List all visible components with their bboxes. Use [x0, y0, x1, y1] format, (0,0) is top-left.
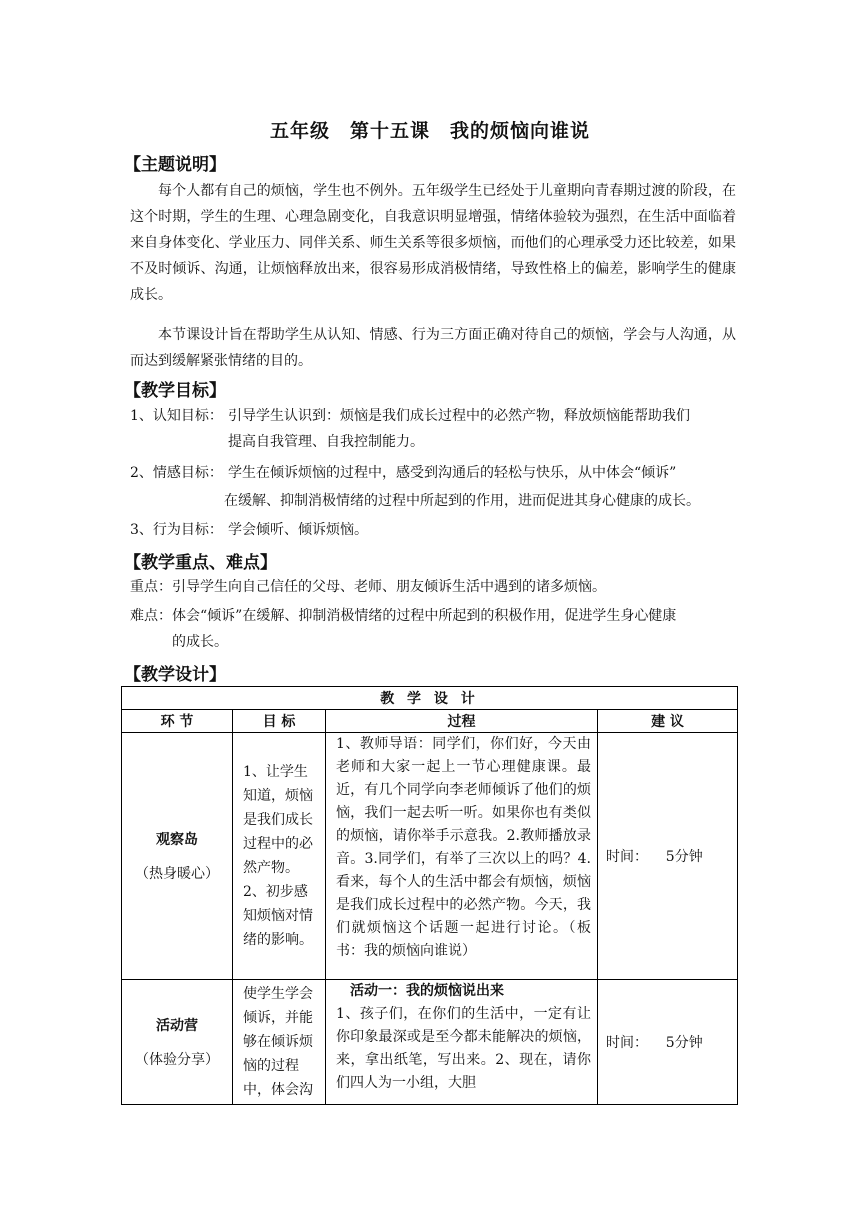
lesson-title: 五年级 第十五课 我的烦恼向谁说: [269, 120, 590, 142]
column-header-process: 过程: [326, 710, 598, 733]
goal-behavioral-text: 学会倾听、倾诉烦恼。: [228, 522, 368, 538]
table-row: [122, 733, 738, 980]
goal-emotional-label: 2、情感目标：: [130, 465, 223, 481]
theme-paragraph-1: 每个人都有自己的烦恼，学生也不例外。五年级学生已经处于儿童期向青春期过渡的阶段，在这个时期，学生的生理、心理急剧变化，自我意识明显增强，情绪体验较为强烈，在生活中面临着来自身体变化、学业压力、同伴关系、师生关系等很多烦恼，而他们的心理承受力还比较差，如果不及时倾诉、沟通，让烦恼释放出来，很容易形成消极情绪，导致性格上的偏差，影响学生的健康成长。: [130, 183, 736, 303]
difficult-point-label: 难点：: [130, 608, 172, 624]
goal-behavioral: [130, 517, 736, 543]
suggestion-cell: 时间： 5分钟: [598, 733, 738, 980]
suggestion-cell: 时间： 5分钟: [598, 980, 738, 1105]
goal-cognitive: [130, 403, 736, 455]
teaching-design-table: [121, 686, 738, 1105]
process-text: 1、教师导语：同学们，你们好，今天由老师和大家一起上一节心理健康课。最近，有几个同学向李老师倾诉了他们的烦恼，我们一起去听一听。如果你也有类似的烦恼，请你举手示意我。2.教师播放录音。3.同学们，有举了三次以上的吗？4.看来，每个人的生活中都会有烦恼，烦恼是我们成长过程中的必然产物。今天，我们就烦恼这个话题一起进行讨论。（板书：我的烦恼向谁说）: [336, 736, 591, 959]
column-header-suggestion: 建 议: [598, 710, 738, 733]
goal-cell: 1、让学生知道，烦恼是我们成长过程中的必然产物。2、初步感知烦恼对情绪的影响。: [233, 733, 326, 980]
key-points-heading: 【教学重点、难点】: [124, 553, 277, 573]
key-point: [130, 574, 736, 600]
goal-emotional: [130, 460, 736, 512]
goal-emotional-text-cont: 在缓解、抑制消极情绪的过程中所起到的作用，进而促进其身心健康的成长。: [224, 493, 700, 509]
table-row: [122, 980, 738, 1105]
stage-subtitle: （体验分享）: [135, 1052, 219, 1068]
goals-heading: 【教学目标】: [124, 381, 226, 401]
stage-cell: [122, 980, 233, 1105]
difficult-point: [130, 603, 736, 655]
stage-subtitle: （热身暖心）: [135, 866, 219, 882]
key-point-label: 重点：: [130, 579, 172, 595]
goal-emotional-text: 学生在倾诉烦恼的过程中，感受到沟通后的轻松与快乐，从中体会“倾诉”: [228, 465, 677, 481]
process-cell: [326, 980, 598, 1105]
goal-cognitive-label: 1、认知目标：: [130, 408, 223, 424]
process-cell: [326, 733, 598, 980]
difficult-point-text: 体会“倾诉”在缓解、抑制消极情绪的过程中所起到的积极作用，促进学生身心健康: [172, 608, 677, 624]
column-header-stage: 环 节: [122, 710, 233, 733]
goal-cognitive-text-cont: 提高自我管理、自我控制能力。: [228, 434, 424, 450]
stage-name: 活动营: [156, 1018, 198, 1034]
goal-cell: 使学生学会倾诉，并能够在倾诉烦恼的过程中，体会沟: [233, 980, 326, 1105]
stage-name: 观察岛: [156, 832, 198, 848]
column-header-goal: 目 标: [233, 710, 326, 733]
theme-heading: 【主题说明】: [124, 155, 226, 175]
activity-title: 活动一：我的烦恼说出来: [350, 983, 504, 999]
design-heading: 【教学设计】: [124, 665, 226, 685]
goal-cognitive-text: 引导学生认识到：烦恼是我们成长过程中的必然产物，释放烦恼能帮助我们: [228, 408, 690, 424]
table-caption: 教 学 设 计: [122, 687, 738, 710]
theme-paragraph-2: 本节课设计旨在帮助学生从认知、情感、行为三方面正确对待自己的烦恼，学会与人沟通，从而达到缓解紧张情绪的目的。: [130, 327, 736, 369]
process-text: 1、孩子们，在你们的生活中，一定有让你印象最深或是至今都未能解决的烦恼，来，拿出纸笔，写出来。2、现在，请你们四人为一小组，大胆: [336, 1006, 591, 1091]
difficult-point-text-cont: 的成长。: [172, 634, 228, 650]
goal-behavioral-label: 3、行为目标：: [130, 522, 223, 538]
key-point-text: 引导学生向自己信任的父母、老师、朋友倾诉生活中遇到的诸多烦恼。: [172, 579, 606, 595]
stage-cell: [122, 733, 233, 980]
